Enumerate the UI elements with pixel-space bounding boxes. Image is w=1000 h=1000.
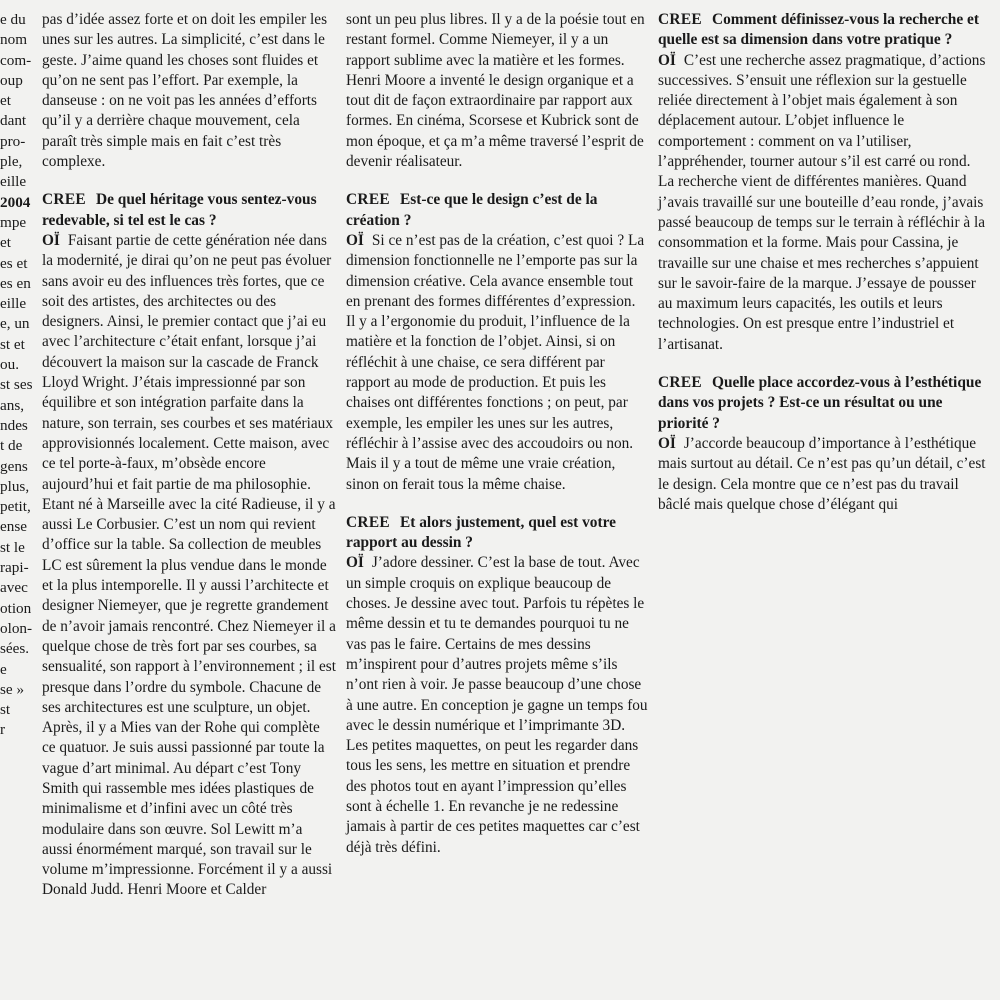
interview-question: [658, 373, 988, 434]
speaker-tag: OÏ: [658, 434, 676, 452]
question-text: Comment définissez-vous la recherche et quelle est sa dimension dans votre pratique ?: [658, 11, 979, 49]
text-column-1: [34, 10, 346, 901]
clipped-fragment: r: [0, 721, 6, 739]
clipped-fragment: rapi-: [0, 559, 29, 577]
clipped-fragment: st: [0, 701, 11, 719]
speaker-tag: OÏ: [346, 231, 364, 249]
interviewer-tag: CREE: [346, 191, 390, 209]
clipped-fragment: dant: [0, 112, 27, 130]
clipped-fragment: e: [0, 660, 7, 678]
clipped-fragment: es et: [0, 254, 28, 272]
interview-question: [42, 190, 336, 231]
clipped-fragment: gens: [0, 457, 28, 475]
clipped-fragment: eille: [0, 173, 27, 191]
clipped-fragment: avec: [0, 579, 28, 597]
answer-text: Si ce n’est pas de la création, c’est quoi ? La dimension fonctionnelle ne l’emporte pas sur la dimension créative. Cela avance ensemble tout en prenant des formes différentes d’expression. Il y a l’ergonomie du produit, l’influence de la matière et la fonction de l’objet. Ainsi, si on réfléchit à une chaise, ce sera différent par rapport au mode de production. Et puis les chaises ont différentes fonctions ; on peut, par exemple, les empiler les unes sur les autres, réfléchir à l’assise avec des accoudoirs ou non. Mais il y a tout de même une vraie création, sinon on ferait tous la même chaise.: [346, 231, 645, 493]
interview-answer: [346, 231, 648, 495]
clipped-fragment: sées.: [0, 640, 30, 658]
clipped-fragment: et: [0, 92, 11, 110]
clipped-fragment: st ses: [0, 376, 33, 394]
column-container: [0, 10, 992, 995]
clipped-fragment: ple,: [0, 153, 23, 171]
clipped-fragment: et: [0, 234, 11, 252]
paragraph-continuation: sont un peu plus libres. Il y a de la poésie tout en restant formel. Comme Niemeyer, il y a un rapport sublime avec la matière et les formes. Henri Moore a inventé le design organique et a tout dit de façon extraordinaire par rapport aux formes. En cinéma, Scorsese et Kubrick sont de mon époque, et ça m’a même traversé l’esprit de devenir réalisateur.: [346, 11, 645, 171]
answer-text: J’accorde beaucoup d’importance à l’esthétique mais surtout au détail. Ce n’est pas qu’un détail, c’est le design. Cela montre que ce n’est pas du travail bâclé mais quelque chose d’élégant qui: [658, 434, 986, 513]
interview-answer: [42, 231, 336, 901]
clipped-fragment: mpe: [0, 213, 27, 231]
interviewer-tag: CREE: [658, 374, 702, 392]
clipped-fragment: ans,: [0, 396, 25, 414]
paragraph-continuation: pas d’idée assez forte et on doit les empiler les unes sur les autres. La simplicité, c’est dans le geste. J’aime quand les choses sont fluides et qu’on ne sent pas l’effort. Par exemple, la danseuse : on ne voit pas les années d’efforts qu’il y a derrière chaque mouvement, cela paraît très simple mais en fait c’est très complexe.: [42, 11, 328, 171]
question-text: Et alors justement, quel est votre rapport au dessin ?: [346, 513, 617, 552]
answer-text: C’est une recherche assez pragmatique, d’actions successives. S’ensuit une réflexion sur la gestuelle reliée directement à l’objet mais également à son déplacement autour. L’objet influence le comportement : comment on va l’utiliser, l’appréhender, tourner autour s’il est carré ou rond. La recherche vient de différentes manières. Quand j’avais travaillé sur une bouteille d’eau ronde, j’avais passé beaucoup de temps sur le terrain à réfléchir à la consommation et la forme. Mais pour Cassina, je travaille sur une chaise et mes recherches s’appuient sur le savoir-faire de la marque. J’essaye de pousser au maximum leurs capacités, les outils et leurs technologies. On est presque entre l’industriel et l’artisanat.: [658, 51, 986, 353]
clipped-fragment: st et: [0, 335, 25, 353]
interviewer-tag: CREE: [346, 513, 390, 531]
answer-text: Faisant partie de cette génération née dans la modernité, je dirai qu’on ne peut pas évoluer sans avoir eu des influences très fortes, que ce soit des artistes, des architectes ou des designers. Ainsi, le premier contact que j’ai eu avec l’architecture c’était enfant, lorsque j’ai découvert la maison sur la cascade de Franck Lloyd Wright. J’étais impressionné par son équilibre et son intégration parfaite dans la nature, son terrain, ses courbes et ses matériaux approvisionnés localement. Cette maison, avec ce tel porte-à-faux, m’obsède encore aujourd’hui et fait partie de ma philosophie. Etant né à Marseille avec la cité Radieuse, il y a aussi Le Corbusier. C’est un nom qui revient d’office sur la table. Sa collection de meubles LC est sûrement la plus vendue dans le monde et la plus intemporelle. Il y aussi l’architecte et designer Niemeyer, que je regrette grandement de n’avoir jamais rencontré. Chez Niemeyer il a quelque chose de très fort par ses courbes, sa sensualité, son rapport à l’environnement ; il est presque dans l’ordre du symbole. Chacune de ses architectures est une sculpture, un objet. Après, il y a Mies van der Rohe qui complète ce quatuor. Je suis aussi passionné par toute la vague d’art minimal. Au départ c’est Tony Smith qui rassemble mes idées plastiques de minimalisme et d’infini avec un côté très modulaire dans son œuvre. Sol Lewitt m’a aussi énormément marqué, son travail sur le volume m’impressionne. Forcément il y a aussi Donald Judd. Henri Moore et Calder: [42, 231, 336, 899]
question-text: Est-ce que le design c’est de la création ?: [346, 191, 598, 229]
clipped-fragment: t de: [0, 437, 23, 455]
clipped-fragment: pro-: [0, 132, 26, 150]
text-column-3: [658, 10, 988, 515]
interview-answer: [346, 553, 648, 857]
interviewer-tag: CREE: [42, 191, 86, 209]
question-text: Quelle place accordez-vous à l’esthétique dans vos projets ? Est-ce un résultat ou une priorité ?: [658, 374, 982, 432]
question-text: De quel héritage vous sentez-vous redevable, si tel est le cas ?: [42, 191, 317, 229]
clipped-fragment: petit,: [0, 498, 31, 516]
clipped-left-column: [0, 10, 34, 741]
paragraph-spacer: [346, 495, 648, 513]
paragraph-spacer: [658, 355, 988, 373]
interview-question: [346, 513, 648, 554]
speaker-tag: OÏ: [42, 231, 60, 249]
clipped-fragment: st le: [0, 538, 25, 556]
speaker-tag: OÏ: [658, 51, 676, 69]
clipped-fragment: nom: [0, 31, 28, 49]
answer-text: J’adore dessiner. C’est la base de tout. Avec un simple croquis on explique beaucoup de choses. Je dessine avec tout. Parfois tu répètes le même dessin et tu te demandes pourquoi tu ne vas pas le faire. Certains de mes dessins m’inspirent pour d’autres projets même s’ils n’ont rien à voir. Je passe beaucoup d’une chose à une autre. En conception je gagne un temps fou avec le dessin numérique et l’imprimante 3D. Les petites maquettes, on peut les regarder dans tous les sens, les mettre en situation et prendre des photos tout en ayant l’impression qu’elles sont à échelle 1. En revanche je ne redessine jamais à partir de ces petites maquettes car c’est déjà très défini.: [346, 554, 648, 856]
interview-question: [346, 190, 648, 231]
text-column-2: [346, 10, 658, 858]
clipped-fragment: ense: [0, 518, 27, 536]
clipped-fragment: olon-: [0, 619, 33, 637]
interview-answer: [658, 51, 988, 355]
clipped-fragment: ndes: [0, 416, 28, 434]
clipped-fragment: se »: [0, 680, 25, 698]
paragraph-spacer: [42, 172, 336, 190]
clipped-fragment: com-: [0, 51, 32, 69]
clipped-fragment: plus,: [0, 477, 30, 495]
clipped-fragment: e du: [0, 11, 26, 28]
paragraph-spacer: [346, 172, 648, 190]
clipped-fragment: eille: [0, 295, 27, 313]
clipped-fragment: ou.: [0, 356, 19, 374]
interview-question: [658, 10, 988, 51]
speaker-tag: OÏ: [346, 554, 364, 572]
clipped-fragment: es en: [0, 274, 31, 292]
clipped-fragment: oup: [0, 71, 23, 89]
interview-answer: [658, 434, 988, 515]
clipped-fragment: e, un: [0, 315, 30, 333]
clipped-fragment: 2004: [0, 193, 31, 211]
clipped-fragment: otion: [0, 599, 32, 617]
interviewer-tag: CREE: [658, 11, 702, 28]
